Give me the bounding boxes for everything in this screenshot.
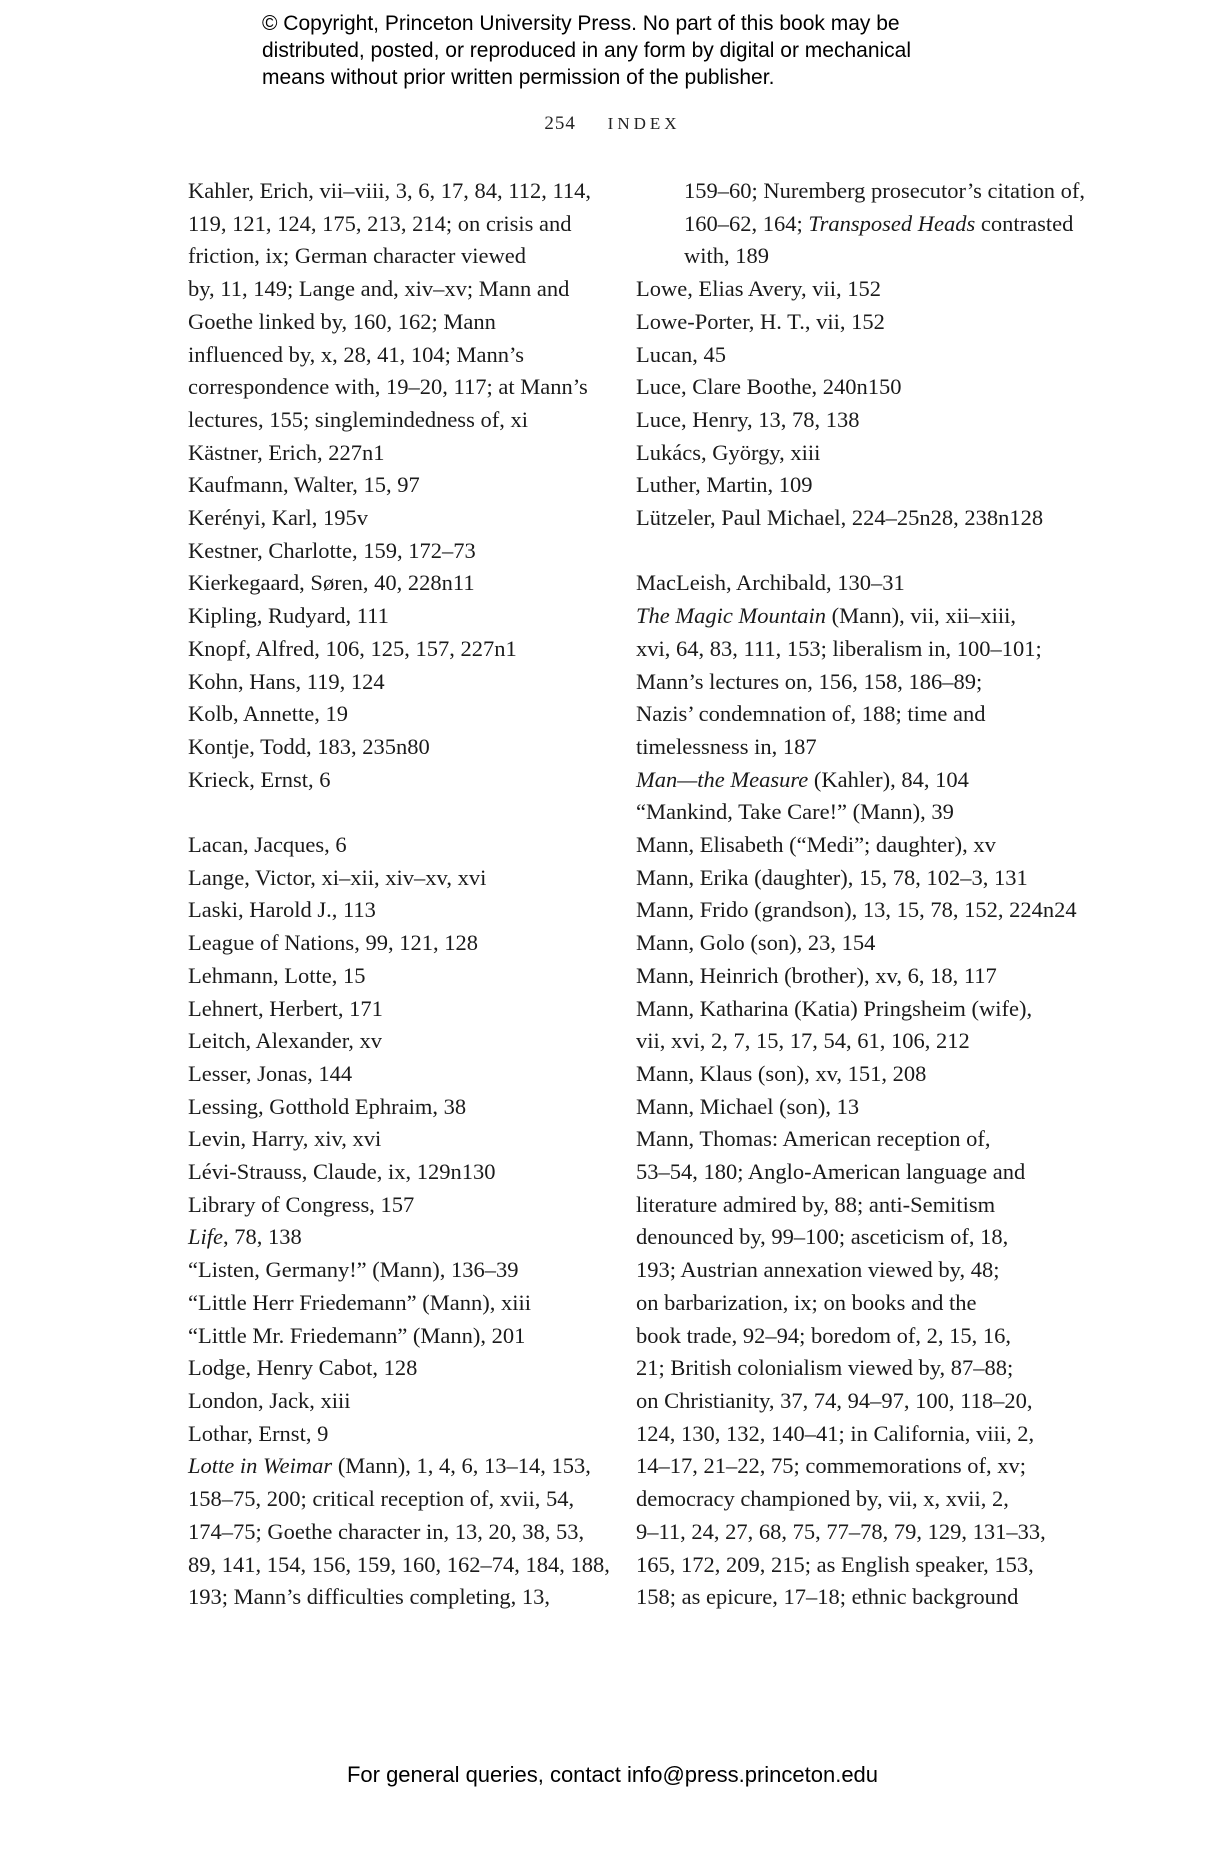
index-entry-line: Kerényi, Karl, 195v [188, 505, 368, 531]
index-entry [188, 502, 628, 535]
index-entry [636, 1123, 1056, 1614]
index-entry-line: 119, 121, 124, 175, 213, 214; on crisis and [188, 210, 572, 236]
index-entry-line: influenced by, x, 28, 41, 104; Mann’s [188, 341, 524, 367]
index-entry-line: friction, ix; German character viewed [188, 243, 526, 269]
index-entry-line: Mann, Thomas: American reception of, [636, 1126, 991, 1152]
index-entry [188, 862, 628, 895]
index-entry-line: Kästner, Erich, 227n1 [188, 439, 385, 465]
italic-title: Man—the Measure [636, 766, 809, 792]
index-entry-line: Kolb, Annette, 19 [188, 701, 348, 727]
italic-title: Lotte in Weimar [188, 1453, 333, 1479]
index-entry [636, 960, 1056, 993]
index-entry [188, 600, 628, 633]
index-entry-line: 193; Austrian annexation viewed by, 48; [636, 1257, 1000, 1283]
index-entry [188, 535, 628, 568]
index-entry-line: Leitch, Alexander, xv [188, 1028, 383, 1054]
index-entry [636, 404, 1056, 437]
index-entry-line: “Little Mr. Friedemann” (Mann), 201 [188, 1322, 526, 1348]
index-entry-line: Lothar, Ernst, 9 [188, 1420, 329, 1446]
copyright-line: means without prior written permission of the publisher. [262, 66, 775, 89]
index-entry-line: 158–75, 200; critical reception of, xvii, 54, [188, 1486, 575, 1512]
index-entry [188, 1123, 628, 1156]
index-entry-line: 14–17, 21–22, 75; commemorations of, xv; [636, 1453, 1026, 1479]
index-entry [636, 600, 1056, 764]
index-entry-line: on Christianity, 37, 74, 94–97, 100, 118–20, [636, 1388, 1033, 1413]
index-entry-line: Mann, Michael (son), 13 [636, 1093, 860, 1119]
index-entry-line: Lützeler, Paul Michael, 224–25n28, 238n128 [636, 505, 1044, 531]
index-entry [636, 894, 1077, 927]
index-entry [188, 927, 628, 960]
index-entry [636, 796, 1056, 829]
index-entry-line: Nazis’ condemnation of, 188; time and [636, 701, 986, 727]
index-entry-line: book trade, 92–94; boredom of, 2, 15, 16, [636, 1322, 1011, 1348]
running-head [0, 113, 1225, 135]
index-entry-line: Lesser, Jonas, 144 [188, 1060, 353, 1086]
index-entry-line: Kontje, Todd, 183, 235n80 [188, 733, 430, 759]
index-entry-line: Lukács, György, xiii [636, 439, 821, 465]
index-entry-line: Kestner, Charlotte, 159, 172–73 [188, 537, 476, 563]
index-entry [188, 894, 628, 927]
index-entry-line: Luther, Martin, 109 [636, 472, 813, 498]
index-entry-line: Kahler, Erich, vii–viii, 3, 6, 17, 84, 112, 114, [188, 178, 592, 203]
index-entry-line: Lowe, Elias Avery, vii, 152 [636, 276, 881, 302]
index-entry [188, 633, 628, 666]
index-entry-line: “Mankind, Take Care!” (Mann), 39 [636, 799, 954, 825]
index-entry-line: vii, xvi, 2, 7, 15, 17, 54, 61, 106, 212 [636, 1028, 970, 1054]
index-entry-line: by, 11, 149; Lange and, xiv–xv; Mann and [188, 276, 570, 302]
index-entry-line: Lehnert, Herbert, 171 [188, 995, 383, 1021]
index-entry-line: lectures, 155; singlemindedness of, xi [188, 406, 528, 432]
index-entry-line: The Magic Mountain (Mann), vii, xii–xiii, [636, 603, 1016, 629]
index-entry-line: 21; British colonialism viewed by, 87–88; [636, 1355, 1014, 1381]
index-entry [188, 1418, 628, 1451]
index-entry-line: Mann, Frido (grandson), 13, 15, 78, 152, 224n24 [636, 897, 1077, 923]
index-entry-line: Lowe-Porter, H. T., vii, 152 [636, 308, 885, 334]
index-entry-line: London, Jack, xiii [188, 1388, 351, 1413]
index-entry [636, 927, 1056, 960]
index-entry-line: 159–60; Nuremberg prosecutor’s citation of, [684, 178, 1085, 203]
index-entry [636, 208, 1074, 241]
index-entry-line: Goethe linked by, 160, 162; Mann [188, 308, 496, 334]
index-entry [636, 1058, 1056, 1091]
index-entry [188, 960, 628, 993]
index-entry [636, 240, 1056, 273]
index-entry-line: timelessness in, 187 [636, 733, 817, 759]
index-entry [188, 175, 628, 437]
index-entry-line: Levin, Harry, xiv, xvi [188, 1126, 382, 1152]
index-entry [188, 829, 628, 862]
index-entry-line: Lucan, 45 [636, 341, 726, 367]
index-entry-line: denounced by, 99–100; asceticism of, 18, [636, 1224, 1009, 1250]
index-entry [188, 437, 628, 470]
index-entry-line: correspondence with, 19–20, 117; at Mann’s [188, 374, 588, 400]
index-entry-line: 165, 172, 209, 215; as English speaker, 153, [636, 1551, 1034, 1577]
copyright-line: distributed, posted, or reproduced in any form by digital or mechanical [262, 39, 912, 62]
index-entry-line: League of Nations, 99, 121, 128 [188, 930, 478, 956]
index-entry [188, 1287, 628, 1320]
index-entry-line: Lacan, Jacques, 6 [188, 832, 347, 858]
index-entry-line: Lehmann, Lotte, 15 [188, 962, 366, 988]
index-entry [188, 469, 628, 502]
index-entry [636, 993, 1056, 1058]
index-entry [636, 437, 1056, 470]
index-entry [188, 1189, 628, 1222]
index-entry-line: Mann’s lectures on, 156, 158, 186–89; [636, 668, 983, 694]
letter-group-gap [636, 535, 1056, 568]
index-entry [188, 731, 628, 764]
index-entry [188, 698, 628, 731]
index-entry-line: 193; Mann’s difficulties completing, 13, [188, 1584, 551, 1610]
index-entry-line: 53–54, 180; Anglo-American language and [636, 1159, 1026, 1185]
index-entry-line: Mann, Elisabeth (“Medi”; daughter), xv [636, 832, 996, 858]
index-entry [188, 567, 628, 600]
index-entry-line: Laski, Harold J., 113 [188, 897, 376, 923]
index-entry [636, 339, 1056, 372]
index-entry [636, 862, 1056, 895]
index-entry-line: on barbarization, ix; on books and the [636, 1289, 977, 1315]
section-title: INDEX [607, 114, 681, 133]
page-number: 254 [544, 113, 576, 134]
index-entry-line: Lévi-Strauss, Claude, ix, 129n130 [188, 1159, 496, 1185]
index-entry-line: Kohn, Hans, 119, 124 [188, 668, 385, 694]
index-column-right [636, 175, 1085, 1614]
index-column-left [188, 175, 628, 1614]
index-entry-line: Kaufmann, Walter, 15, 97 [188, 472, 420, 498]
index-entry-line: Lessing, Gotthold Ephraim, 38 [188, 1093, 467, 1119]
index-entry-line: 89, 141, 154, 156, 159, 160, 162–74, 184, 188, [188, 1551, 610, 1577]
index-entry-line: “Listen, Germany!” (Mann), 136–39 [188, 1257, 519, 1283]
index-entry-line: Luce, Henry, 13, 78, 138 [636, 406, 860, 432]
copyright-notice [262, 10, 1022, 91]
index-entry-line: with, 189 [684, 243, 770, 269]
index-entry-line: 158; as epicure, 17–18; ethnic background [636, 1584, 1019, 1610]
index-entry-line: Lange, Victor, xi–xii, xiv–xv, xvi [188, 864, 487, 890]
index-entry [188, 1221, 628, 1254]
index-entry [188, 764, 628, 797]
index-entry [188, 1320, 628, 1353]
italic-title: Life [188, 1224, 224, 1250]
index-entry-line: 124, 130, 132, 140–41; in California, viii, 2, [636, 1420, 1035, 1446]
index-entry-line: Library of Congress, 157 [188, 1191, 415, 1217]
index-entry [636, 175, 1085, 208]
index-entry [188, 1385, 628, 1418]
index-entry-line: Mann, Klaus (son), xv, 151, 208 [636, 1060, 927, 1086]
copyright-line: © Copyright, Princeton University Press. No part of this book may be [262, 12, 900, 35]
index-entry [188, 993, 628, 1026]
index-entry-line: Kipling, Rudyard, 111 [188, 603, 389, 629]
italic-title: Transposed Heads [808, 210, 976, 236]
index-entry-line: 9–11, 24, 27, 68, 75, 77–78, 79, 129, 131–33, [636, 1518, 1046, 1544]
index-entry-line: Mann, Golo (son), 23, 154 [636, 930, 876, 956]
index-entry [188, 1091, 628, 1124]
index-entry [188, 1450, 628, 1614]
index-entry [188, 1156, 628, 1189]
index-entry [636, 764, 1056, 797]
index-entry [636, 567, 1056, 600]
index-entry-line: Luce, Clare Boothe, 240n150 [636, 374, 902, 400]
index-entry-line: Lotte in Weimar (Mann), 1, 4, 6, 13–14, 153, [188, 1453, 591, 1479]
footer-contact: For general queries, contact info@press.princeton.edu [346, 1762, 879, 1787]
index-entry-line: Knopf, Alfred, 106, 125, 157, 227n1 [188, 635, 517, 661]
index-entry [636, 371, 1056, 404]
index-entry-line: Mann, Katharina (Katia) Pringsheim (wife), [636, 995, 1033, 1021]
index-entry-line: Lodge, Henry Cabot, 128 [188, 1355, 418, 1381]
letter-group-gap [188, 796, 628, 829]
index-entry [188, 1254, 628, 1287]
index-entry-line: “Little Herr Friedemann” (Mann), xiii [188, 1289, 532, 1315]
index-entry-line: Krieck, Ernst, 6 [188, 766, 331, 792]
index-entry [636, 273, 1056, 306]
index-entry-line: 160–62, 164; Transposed Heads contrasted [684, 210, 1074, 236]
index-entry [188, 1058, 628, 1091]
index-entry [188, 666, 628, 699]
index-entry-line: Life, 78, 138 [188, 1224, 302, 1250]
index-entry-line: Mann, Erika (daughter), 15, 78, 102–3, 131 [636, 864, 1028, 890]
index-entry [188, 1025, 628, 1058]
index-entry-line: 174–75; Goethe character in, 13, 20, 38, 53, [188, 1518, 585, 1544]
index-entry-line: Mann, Heinrich (brother), xv, 6, 18, 117 [636, 962, 997, 988]
index-entry [636, 1091, 1056, 1124]
index-entry-line: democracy championed by, vii, x, xvii, 2, [636, 1486, 1009, 1512]
index-entry [636, 829, 1056, 862]
index-entry-line: literature admired by, 88; anti-Semitism [636, 1191, 996, 1217]
index-entry [636, 306, 1056, 339]
index-entry [188, 1352, 628, 1385]
index-entry-line: MacLeish, Archibald, 130–31 [636, 570, 905, 596]
index-entry-line: Man—the Measure (Kahler), 84, 104 [636, 766, 969, 792]
index-entry-line: Kierkegaard, Søren, 40, 228n11 [188, 570, 475, 596]
index-entry-line: xvi, 64, 83, 111, 153; liberalism in, 100–101; [636, 635, 1042, 661]
index-entry [636, 502, 1056, 535]
italic-title: The Magic Mountain [636, 603, 826, 629]
index-entry [636, 469, 1056, 502]
